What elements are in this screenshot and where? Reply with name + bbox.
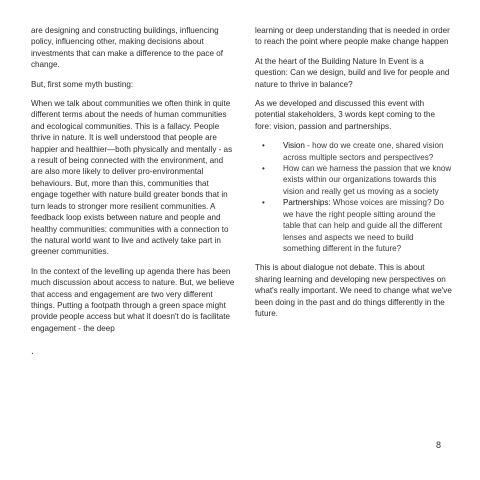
bullet-glyph: • <box>262 164 265 174</box>
paragraph-question: At the heart of the Building Nature In Event is a question: Can we design, build and live for people and nature to thrive in balance? <box>255 56 450 89</box>
paragraph-dialogue: This is about dialogue not debate. This is about sharing learning and developing new perspectives on what's really important. We need to change what we've been doing in the past and do things differently in the future. <box>255 263 452 318</box>
paragraph-levelling-up: In the context of the levelling up agenda there has been much discussion about access to nature. But, we believe that access and engagement are two very different things. Putting a footpath through a green space might provide people access but what it doesn't do is facilitate engagement - the deep <box>31 266 235 333</box>
right-column <box>255 25 453 327</box>
bullet-text-vision: - how do we create one, shared vision across multiple sectors and perspectives? <box>283 141 444 162</box>
paragraph-investments: are designing and constructing buildings, influencing policy, influencing other, making decisions about investments that can make a difference to the pace of change. <box>31 26 223 70</box>
paragraph-deep-learning: learning or deep understanding that is needed in order to reach the point where people make change happen <box>255 26 450 47</box>
bullet-item-passion <box>255 163 453 197</box>
bullet-term-vision: Vision <box>283 141 305 151</box>
bullet-glyph: • <box>262 198 265 208</box>
bullet-item-partnerships <box>255 197 453 254</box>
paragraph-three-words: As we developed and discussed this event with potential stakeholders, 3 words kept coming to the fore: vision, passion and partnerships. <box>255 99 435 131</box>
stray-period-mark: . <box>31 346 34 357</box>
bullet-text-partnerships: Whose voices are missing? Do we have the right people sitting around the table that can help and guide all the different lenses and aspects we need to build something different in the future? <box>283 198 445 253</box>
paragraph-myth-busting: But, first some myth busting: <box>31 79 134 89</box>
page-number: 8 <box>436 440 442 450</box>
bullet-term-partnerships: Partnerships: <box>283 198 331 208</box>
bullet-item-vision <box>255 140 453 163</box>
left-column <box>31 25 235 342</box>
bullet-text-passion: How can we harness the passion that we know exists within our organizations towards this vision and really get us moving as a society <box>283 164 452 196</box>
bullet-list <box>255 140 453 254</box>
paragraph-communities: When we talk about communities we often think in quite different terms about the needs of human communities and ecological communities. This is a fallacy. People thrive in nature. It is well understood that people are happier and healthier—both physically and mentally - as a result of being connected with the environment, and are also more likely to deliver pro-environmental behaviours. But, more than this, communities that engage together with nature build greater bonds that in turn leads to stronger more resilient communities. A feedback loop exists between nature and people and healthy communities: communities with a connection to the natural world want to live and actively take part in greener communities. <box>31 99 233 257</box>
bullet-glyph: • <box>262 141 265 151</box>
